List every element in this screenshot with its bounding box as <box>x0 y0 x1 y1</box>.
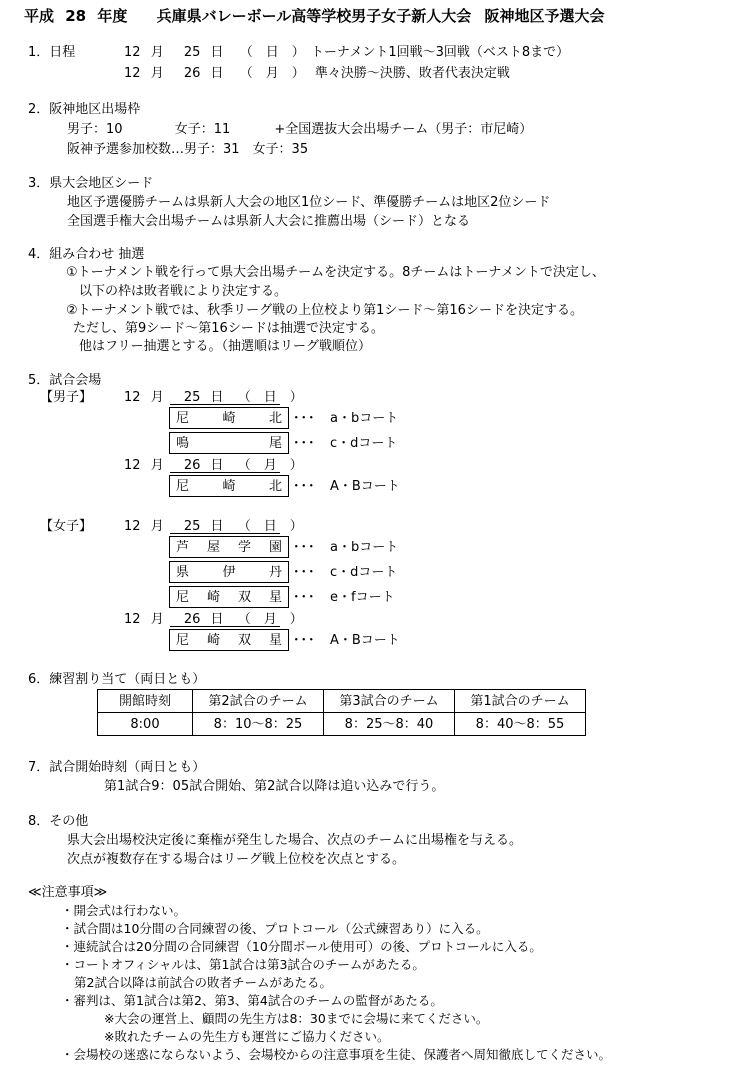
venue-char: 尼 <box>176 590 190 605</box>
boys-day1-day-unit: 日 <box>210 390 224 405</box>
table-cell: 8:00 <box>98 713 193 736</box>
venue-dots: ･･･ <box>293 565 316 580</box>
girls-day1-date <box>124 520 303 533</box>
quota-girls: 女子：11 <box>174 122 231 137</box>
note-line: 第2試合以降は前試合の敗者チームがあたる。 <box>74 975 332 990</box>
venue-box <box>169 536 289 558</box>
girls-day2-month-unit: 月 <box>150 612 164 627</box>
note-line: ・審判は、第1試合は第2、第3、第4試合のチームの監督があたる。 <box>61 993 443 1008</box>
venue-name <box>176 566 282 580</box>
venue-name <box>176 480 282 494</box>
venue-box <box>169 407 289 429</box>
venue-dots: ･･･ <box>293 436 316 451</box>
schedule-2-desc: 準々決勝～決勝、敗者代表決定戦 <box>314 66 510 81</box>
quota-extra: +全国選抜大会出場チーム（男子：市尼崎） <box>274 122 533 137</box>
boys-day1-date <box>124 391 303 404</box>
quota-boys: 男子：10 <box>67 122 123 137</box>
girls-day1-month-unit: 月 <box>150 519 164 534</box>
boys-day1-dow: （ 日 ） <box>237 390 303 405</box>
schedule-1-month: 12 <box>124 45 141 60</box>
venue-name <box>176 412 282 426</box>
doc-title <box>24 9 605 24</box>
boys-day1-day: 25 <box>183 390 201 405</box>
table-header-cell: 第3試合のチーム <box>324 690 455 713</box>
schedule-2-day-unit: 日 <box>210 66 224 81</box>
practice-table <box>97 689 586 736</box>
venue-char: 尼 <box>176 411 190 426</box>
draw-line-1: ①トーナメント戦を行って県大会出場チームを決定する。8チームはトーナメントで決定し、 <box>66 265 605 280</box>
title-sub: 阪神地区予選大会 <box>484 7 605 25</box>
boys-day1-month: 12 <box>124 390 141 405</box>
start-time-line: 第1試合9：05試合開始、第2試合以降は追い込みで行う。 <box>104 779 445 794</box>
draw-line-2: 以下の枠は敗者戦により決定する。 <box>79 284 288 299</box>
venue-court: A・Bコート <box>330 633 400 648</box>
table-cell: 8：40～8：55 <box>455 713 586 736</box>
venue-court: c・dコート <box>330 565 398 580</box>
venue-char: 崎 <box>206 590 220 605</box>
venue-char: 県 <box>176 565 190 580</box>
venue-char: 崎 <box>206 633 220 648</box>
boys-day2-dow: （ 月 ） <box>237 458 303 473</box>
venue-name <box>176 634 282 648</box>
girls-day1-day-unit: 日 <box>210 519 224 534</box>
venue-dots: ･･･ <box>293 633 316 648</box>
venue-court: a・bコート <box>330 540 399 555</box>
venue-char: 学 <box>237 540 251 555</box>
section-5-heading: 5．試合会場 <box>28 373 102 388</box>
schedule-2-day: 26 <box>183 66 201 81</box>
venue-box <box>169 475 289 497</box>
venue-box <box>169 561 289 583</box>
table-row <box>98 713 586 736</box>
other-line-2: 次点が複数存在する場合はリーグ戦上位校を次点とする。 <box>67 852 406 867</box>
note-line: ・連続試合は20分間の合同練習（10分間ボール使用可）の後、プロトコールに入る。 <box>61 939 542 954</box>
schedule-1-desc: トーナメント1回戦～3回戦（ベスト8まで） <box>310 45 570 60</box>
girls-day2-month: 12 <box>124 612 141 627</box>
venue-dots: ･･･ <box>293 411 316 426</box>
title-year: 28 <box>65 7 87 25</box>
boys-day2-month-unit: 月 <box>150 458 164 473</box>
schedule-row-2 <box>124 67 510 80</box>
venue-dots: ･･･ <box>293 540 316 555</box>
venue-name <box>176 437 282 451</box>
note-line: ・コートオフィシャルは、第1試合は第3試合のチームがあたる。 <box>61 957 425 972</box>
girls-day1-underline <box>170 533 280 534</box>
venue-char: 園 <box>268 540 282 555</box>
venue-char: 星 <box>268 590 282 605</box>
table-cell: 8：10～8：25 <box>193 713 324 736</box>
boys-day2-month: 12 <box>124 458 141 473</box>
seed-line-2: 全国選手権大会出場チームは県新人大会に推薦出場（シード）となる <box>67 214 471 229</box>
schedule-2-month: 12 <box>124 66 141 81</box>
venue-char: 伊 <box>222 565 236 580</box>
boys-label: 【男子】 <box>40 390 93 405</box>
venue-char: 崎 <box>222 411 236 426</box>
venue-char: 双 <box>237 590 251 605</box>
title-nendo: 年度 <box>97 7 128 25</box>
note-line: ※大会の運営上、顧問の先生方は8：30までに会場に来てください。 <box>104 1011 489 1026</box>
venue-char: 星 <box>268 633 282 648</box>
boys-day2-day-unit: 日 <box>210 458 224 473</box>
quota-line-2: 阪神予選参加校数…男子：31 女子：35 <box>67 142 309 157</box>
venue-name <box>176 541 282 555</box>
table-header-row <box>98 690 586 713</box>
venue-char: 北 <box>268 479 282 494</box>
venue-char: 屋 <box>206 540 220 555</box>
schedule-1-month-unit: 月 <box>150 45 164 60</box>
table-header-cell: 第2試合のチーム <box>193 690 324 713</box>
notes-heading: ≪注意事項≫ <box>28 885 108 900</box>
venue-char: 鳴 <box>176 436 190 451</box>
venue-court: c・dコート <box>330 436 398 451</box>
girls-day2-date <box>124 613 303 626</box>
venue-name <box>176 591 282 605</box>
girls-day1-dow: （ 日 ） <box>237 519 303 534</box>
seed-line-1: 地区予選優勝チームは県新人大会の地区1位シード、準優勝チームは地区2位シード <box>67 195 551 210</box>
note-line: ・開会式は行わない。 <box>61 903 187 918</box>
venue-char: 尾 <box>268 436 282 451</box>
venue-char: 尼 <box>176 479 190 494</box>
boys-day1-underline <box>170 404 280 405</box>
venue-dots: ･･･ <box>293 479 316 494</box>
section-1-heading: 1．日程 <box>28 45 76 60</box>
draw-line-3: ②トーナメント戦では、秋季リーグ戦の上位校より第1シード～第16シードを決定する。 <box>66 303 583 318</box>
venue-court: e・fコート <box>330 590 395 605</box>
venue-char: 双 <box>237 633 251 648</box>
venue-char: 芦 <box>176 540 190 555</box>
section-2-heading: 2．阪神地区出場枠 <box>28 102 141 117</box>
venue-char: 丹 <box>268 565 282 580</box>
boys-day2-underline <box>170 472 280 473</box>
girls-day2-underline <box>170 626 280 627</box>
table-cell: 8：25～8：40 <box>324 713 455 736</box>
venue-court: A・Bコート <box>330 479 400 494</box>
girls-day2-day: 26 <box>183 612 201 627</box>
draw-line-5: 他はフリー抽選とする。（抽選順はリーグ戦順位） <box>79 339 371 354</box>
quota-line-1 <box>67 123 532 136</box>
girls-label: 【女子】 <box>40 519 93 534</box>
schedule-2-dow: （ 月 ） <box>239 66 305 81</box>
girls-day2-day-unit: 日 <box>210 612 224 627</box>
girls-day1-day: 25 <box>183 519 201 534</box>
venue-char: 尼 <box>176 633 190 648</box>
section-8-heading: 8．その他 <box>28 814 89 829</box>
boys-day1-month-unit: 月 <box>150 390 164 405</box>
venue-box <box>169 432 289 454</box>
schedule-2-month-unit: 月 <box>150 66 164 81</box>
venue-court: a・bコート <box>330 411 399 426</box>
table-header-cell: 開館時刻 <box>98 690 193 713</box>
note-line: ・会場校の迷惑にならないよう、会場校からの注意事項を生徒、保護者へ周知徹底してください。 <box>61 1047 612 1062</box>
note-line: ・試合間は10分間の合同練習の後、プロトコール（公式練習あり）に入る。 <box>61 921 489 936</box>
schedule-1-dow: （ 日 ） <box>239 45 305 60</box>
section-7-heading: 7．試合開始時刻（両日とも） <box>28 760 206 775</box>
title-name: 兵庫県バレーボール高等学校男子女子新人大会 <box>156 7 472 25</box>
note-line: ※敗れたチームの先生方も運営にご協力ください。 <box>104 1029 390 1044</box>
venue-box <box>169 629 289 651</box>
girls-day1-month: 12 <box>124 519 141 534</box>
section-6-heading: 6．練習割り当て（両日とも） <box>28 672 206 687</box>
title-era: 平成 <box>24 7 55 25</box>
venue-box <box>169 586 289 608</box>
boys-day2-day: 26 <box>183 458 201 473</box>
girls-day2-dow: （ 月 ） <box>237 612 303 627</box>
table-header-cell: 第1試合のチーム <box>455 690 586 713</box>
venue-char: 崎 <box>222 479 236 494</box>
venue-dots: ･･･ <box>293 590 316 605</box>
venue-char: 北 <box>268 411 282 426</box>
section-3-heading: 3．県大会地区シード <box>28 176 154 191</box>
boys-day2-date <box>124 459 303 472</box>
schedule-row-1 <box>124 46 569 59</box>
draw-line-4: ただし、第9シード～第16シードは抽選で決定する。 <box>73 321 384 336</box>
section-4-heading: 4．組み合わせ 抽選 <box>28 247 145 262</box>
other-line-1: 県大会出場校決定後に棄権が発生した場合、次点のチームに出場権を与える。 <box>67 833 523 848</box>
schedule-1-day: 25 <box>183 45 201 60</box>
schedule-1-day-unit: 日 <box>210 45 224 60</box>
